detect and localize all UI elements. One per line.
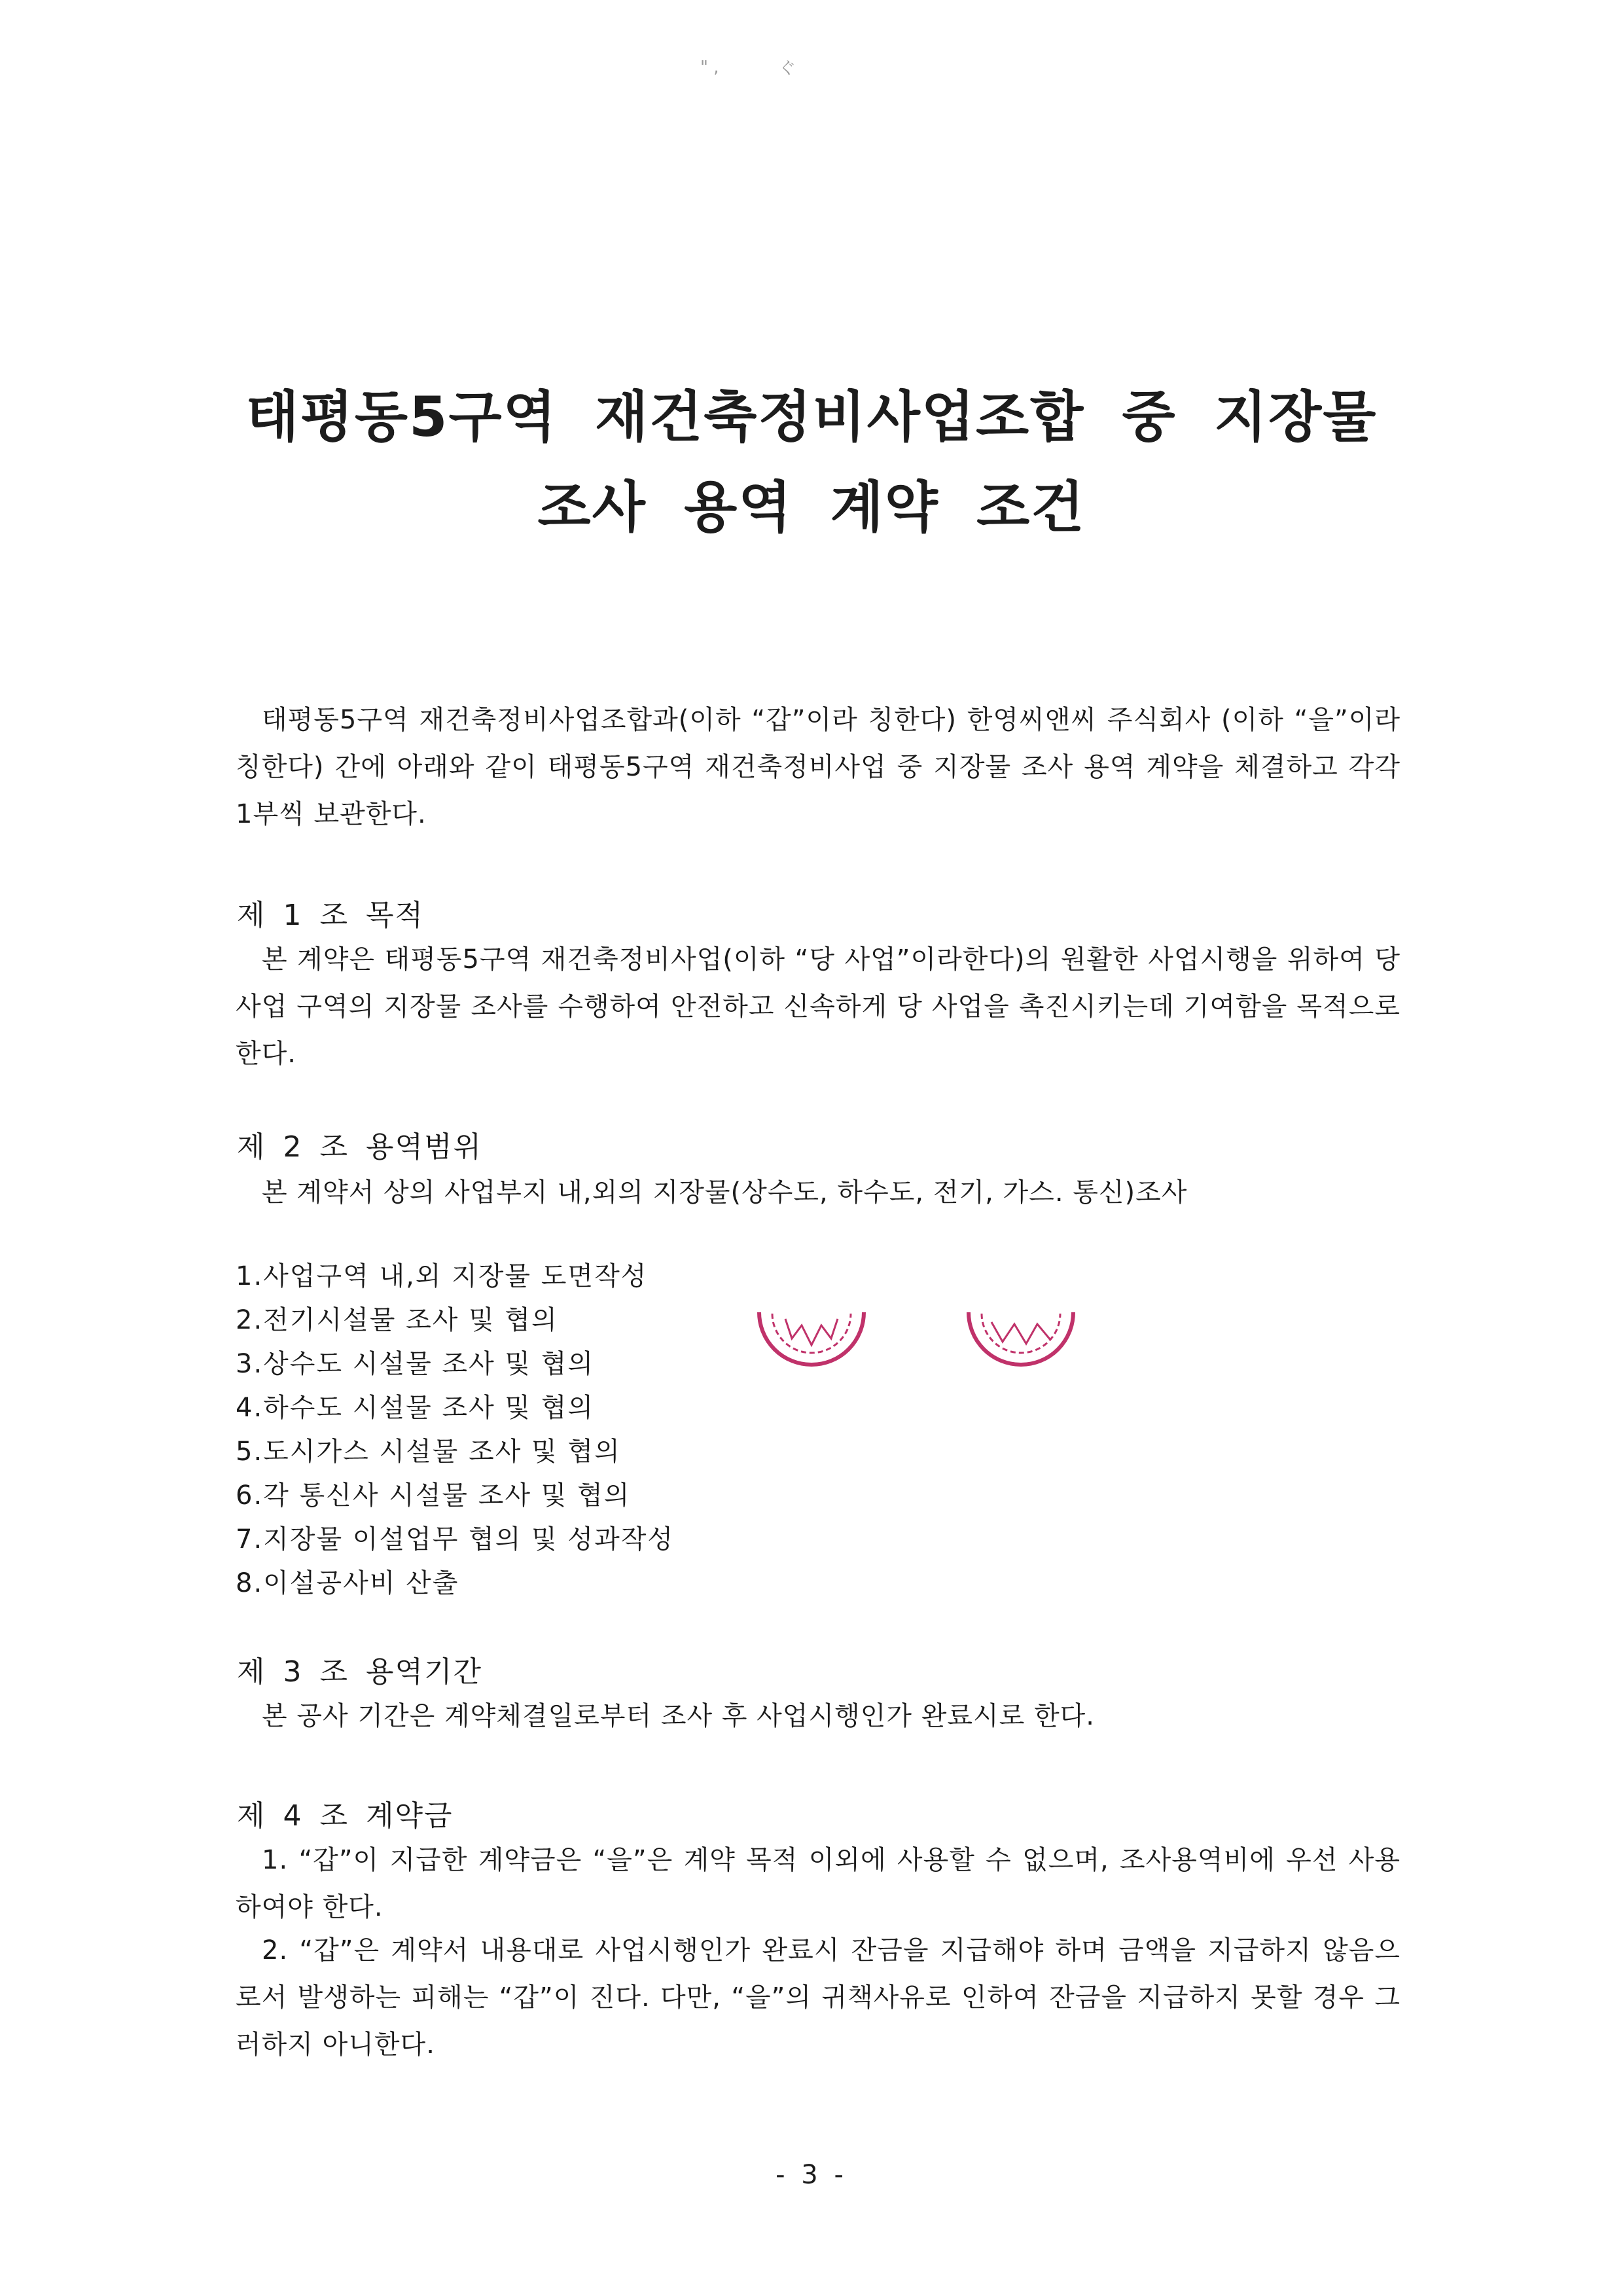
document-title-line-2: 조사 용역 계약 조건 bbox=[537, 475, 1086, 539]
article-4-heading: 제 4 조 계약금 bbox=[237, 1799, 454, 1833]
scope-item: 7.지장물 이설업무 협의 및 성과작성 bbox=[236, 1524, 674, 1554]
document-title-line-1: 태평동5구역 재건축정비사업조합 중 지장물 bbox=[245, 385, 1378, 449]
scope-item: 6.각 통신사 시설물 조사 및 협의 bbox=[236, 1480, 631, 1511]
article-2-body: 본 계약서 상의 사업부지 내,외의 지장물(상수도, 하수도, 전기, 가스. 통신)조사 bbox=[262, 1177, 1188, 1208]
scope-item: 3.상수도 시설물 조사 및 협의 bbox=[236, 1349, 595, 1379]
scope-item: 1.사업구역 내,외 지장물 도면작성 bbox=[236, 1261, 648, 1291]
seal-stamp-right bbox=[962, 1299, 1080, 1378]
article-1-heading: 제 1 조 목적 bbox=[237, 899, 424, 932]
article-4-clause-2: 2. “갑”은 계약서 내용대로 사업시행인가 완료시 잔금을 지급해야 하며 금액을 지급하지 않음으로서 발생하는 피해는 “갑”이 진다. 다만, “을”의 귀책사유로 인하여 잔금을 지급하지 못할 경우 그러하지 아니한다. bbox=[236, 1935, 1400, 2060]
intro-paragraph: 태평동5구역 재건축정비사업조합과(이하 “갑”이라 칭한다) 한영씨앤씨 주식회사 (이하 “을”이라 칭한다) 간에 아래와 같이 태평동5구역 재건축정비사업 중 지장물 조사 용역 계약을 체결하고 각각 1부씩 보관한다. bbox=[236, 705, 1400, 829]
page-number: - 3 - bbox=[776, 2160, 847, 2190]
scan-mark: " , bbox=[700, 58, 719, 77]
article-3-heading: 제 3 조 용역기간 bbox=[237, 1655, 482, 1689]
seal-stamp-left bbox=[753, 1299, 870, 1378]
scope-item: 5.도시가스 시설물 조사 및 협의 bbox=[236, 1437, 621, 1467]
scope-item: 2.전기시설물 조사 및 협의 bbox=[236, 1305, 558, 1335]
article-4-clause-1: 1. “갑”이 지급한 계약금은 “을”은 계약 목적 이외에 사용할 수 없으며, 조사용역비에 우선 사용하여야 한다. bbox=[236, 1845, 1400, 1922]
article-2-heading: 제 2 조 용역범위 bbox=[237, 1130, 482, 1164]
scope-item: 4.하수도 시설물 조사 및 협의 bbox=[236, 1393, 595, 1423]
scan-mark: ぐ bbox=[779, 59, 796, 79]
scope-item: 8.이설공사비 산출 bbox=[236, 1568, 459, 1598]
article-1-body: 본 계약은 태평동5구역 재건축정비사업(이하 “당 사업”이라한다)의 원활한 사업시행을 위하여 당 사업 구역의 지장물 조사를 수행하여 안전하고 신속하게 당 사업을 촉진시키는데 기여함을 목적으로 한다. bbox=[236, 944, 1400, 1069]
article-3-body: 본 공사 기간은 계약체결일로부터 조사 후 사업시행인가 완료시로 한다. bbox=[262, 1701, 1095, 1731]
